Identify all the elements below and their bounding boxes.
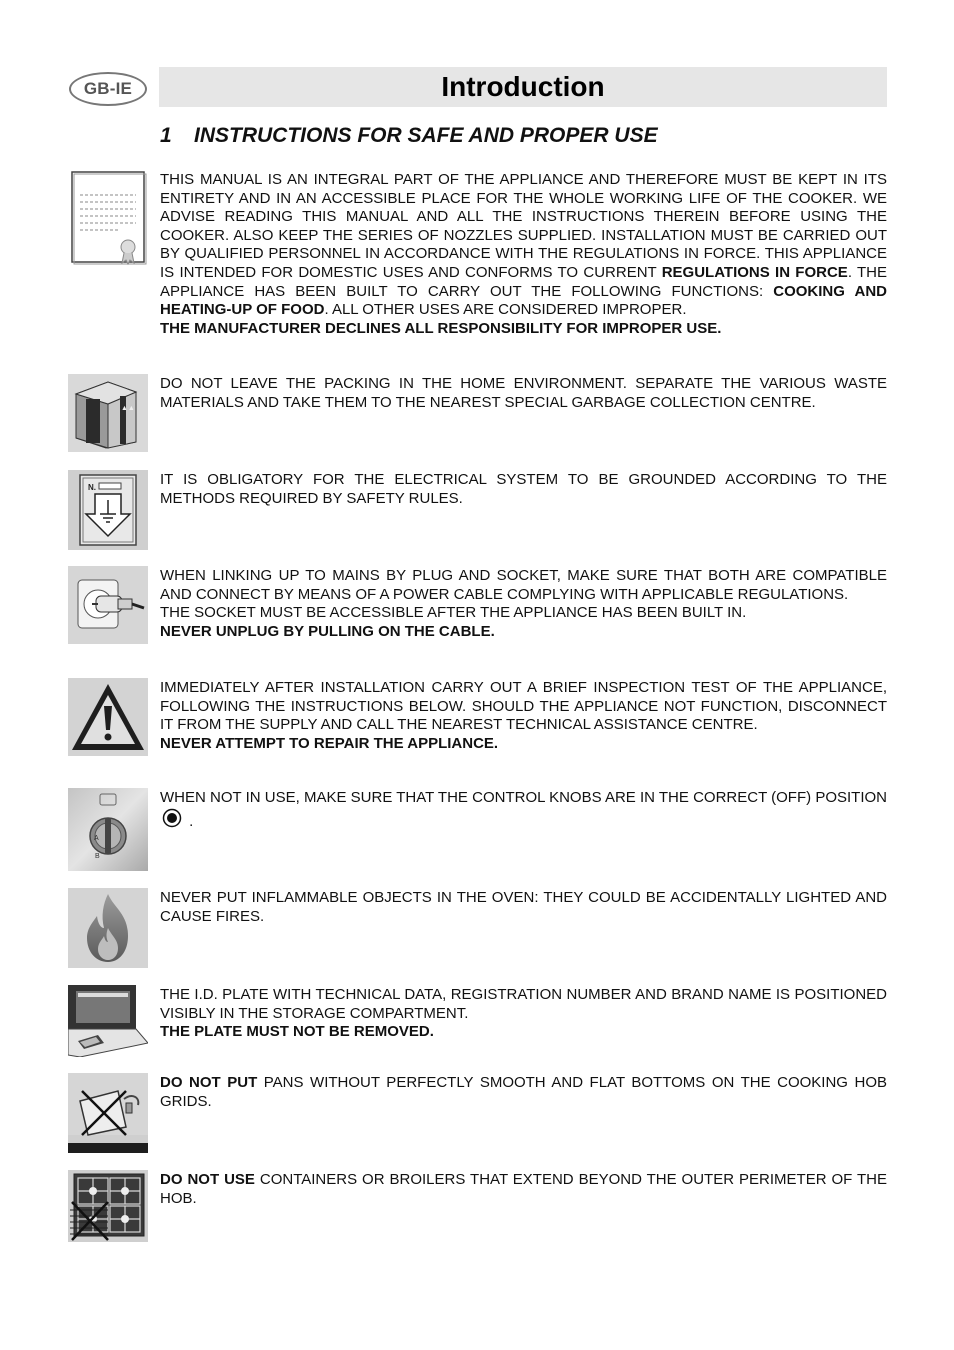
bold-run: NEVER ATTEMPT TO REPAIR THE APPLIANCE. [160,734,499,752]
bold-run: NEVER UNPLUG BY PULLING ON THE CABLE. [160,622,495,640]
off-position-icon [162,808,182,828]
knobs-paragraph [160,789,887,831]
pans-text [160,1074,887,1111]
text-run: PANS WITHOUT PERFECTLY SMOOTH AND FLAT BOTTOMS ON THE COOKING HOB GRIDS. [160,1074,888,1110]
section-number: 1 [160,124,172,147]
bold-run: REGULATIONS IN FORCE [661,263,848,281]
language-badge: GB-IE [69,72,147,106]
text-run: WHEN NOT IN USE, MAKE SURE THAT THE CONTROL KNOBS ARE IN THE CORRECT (OFF) POSITION [160,789,887,806]
page-title: Introduction [441,71,605,102]
inspection-paragraph: IMMEDIATELY AFTER INSTALLATION CARRY OUT A BRIEF INSPECTION TEST OF THE APPLIANCE, FOLLOWING THE INSTRUCTIONS BELOW. SHOULD THE APPLIANCE NOT FUNCTION, DISCONNECT IT FROM THE SUPPLY AND CALL THE NEAREST TECHNICAL ASSISTANCE CENTRE. [160,679,887,734]
plate-paragraph: THE I.D. PLATE WITH TECHNICAL DATA, REGISTRATION NUMBER AND BRAND NAME IS POSITIONED VISIBLY IN THE STORAGE COMPARTMENT. [160,986,887,1022]
storage-compartment-icon [68,985,148,1057]
warning-triangle-icon [68,678,148,756]
knobs-text [160,789,887,831]
text-run: THIS MANUAL IS AN INTEGRAL PART OF THE APPLIANCE AND THEREFORE MUST BE KEPT IN ITS ENTIRETY AND IN AN ACCESSIBLE PLACE FOR THE WHOLE WORKING LIFE OF THE COOKER. WE ADVISE READING THIS MANUAL AND ALL THE INSTRUCTIONS THEREIN BEFORE USING THE COOKER. ALSO KEEP THE SERIES OF NOZZLES SUPPLIED. INSTALLATION MUST BE CARRIED OUT BY QUALIFIED PERSONNEL IN ACCORDANCE WITH THE REGULATIONS IN FORCE. THIS APPLIANCE IS INTENDED FOR DOMESTIC USES AND CONFORMS TO CURRENT [160,171,887,281]
manual-document-icon [68,170,148,266]
ground-symbol-icon [68,470,148,550]
pans-paragraph [160,1074,887,1111]
text-run: . THE APPLIANCE HAS BEEN BUILT TO CARRY OUT THE FOLLOWING FUNCTIONS: [160,263,887,300]
manual-paragraph [160,171,887,320]
grounding-text [160,471,887,508]
plug-socket-icon [68,566,148,644]
flame-icon [68,888,148,968]
bold-run: COOKING AND HEATING-UP OF FOOD [160,282,887,319]
containers-text [160,1171,887,1208]
bold-run: THE PLATE MUST NOT BE REMOVED. [160,1023,434,1041]
section-heading [160,124,658,148]
unplug-warning [160,623,887,642]
grounding-paragraph: IT IS OBLIGATORY FOR THE ELECTRICAL SYSTEM TO BE GROUNDED ACCORDING TO THE METHODS REQUIRED BY SAFETY RULES. [160,471,887,507]
flammable-text [160,889,887,926]
control-knob-icon [68,788,148,871]
bold-run: DO NOT USE [160,1171,255,1188]
inspection-text [160,679,887,753]
packing-text [160,375,887,412]
bold-run: DO NOT PUT [160,1074,258,1091]
repair-warning [160,735,887,754]
plug-paragraph: WHEN LINKING UP TO MAINS BY PLUG AND SOCKET, MAKE SURE THAT BOTH ARE COMPATIBLE AND CONNECT BY MEANS OF A POWER CABLE COMPLYING WITH APPLICABLE REGULATIONS. [160,567,887,603]
text-run: . [189,812,194,830]
bold-run: THE MANUFACTURER DECLINES ALL RESPONSIBILITY FOR IMPROPER USE. [160,319,722,337]
plug-text [160,567,887,641]
crossed-pan-icon [68,1073,148,1153]
socket-paragraph: THE SOCKET MUST BE ACCESSIBLE AFTER THE APPLIANCE HAS BEEN BUILT IN. [160,604,747,622]
plate-text [160,986,887,1042]
packing-paragraph: DO NOT LEAVE THE PACKING IN THE HOME ENVIRONMENT. SEPARATE THE VARIOUS WASTE MATERIALS AND TAKE THEM TO THE NEAREST SPECIAL GARBAGE COLLECTION CENTRE. [160,375,887,411]
svg-text:B: B [95,853,100,860]
svg-text:N.: N. [88,483,96,492]
manual-text [160,171,887,338]
containers-paragraph [160,1171,887,1208]
section-title: INSTRUCTIONS FOR SAFE AND PROPER USE [194,124,658,147]
title-bar [159,67,887,107]
crossed-hob-icon [68,1170,148,1242]
plate-warning [160,1023,887,1042]
svg-text:A: A [94,835,99,842]
manual-disclaimer [160,320,887,339]
svg-text:▲▲: ▲▲ [121,405,135,412]
packing-box-icon [68,374,148,452]
text-run: . ALL OTHER USES ARE CONSIDERED IMPROPER. [324,301,687,319]
flammable-paragraph: NEVER PUT INFLAMMABLE OBJECTS IN THE OVEN: THEY COULD BE ACCIDENTALLY LIGHTED AND CAUSE FIRES. [160,889,887,925]
text-run: CONTAINERS OR BROILERS THAT EXTEND BEYOND THE OUTER PERIMETER OF THE HOB. [160,1171,887,1207]
